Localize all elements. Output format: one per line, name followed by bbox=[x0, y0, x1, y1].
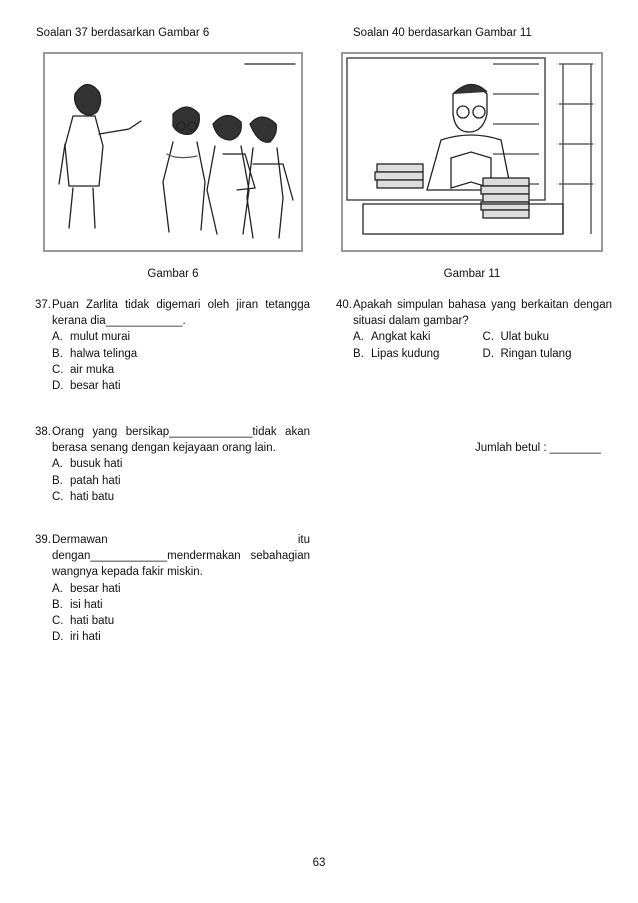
question-text: Dermawan itu dengan____________mendermakan sebahagian wangnya kepada fakir miskin. bbox=[52, 534, 310, 579]
question-text: Orang yang bersikap_____________tidak akan berasa senang dengan kejayaan orang lain. bbox=[52, 426, 310, 455]
question-38 bbox=[35, 424, 310, 505]
options-row-2 bbox=[353, 346, 612, 362]
question-text: Apakah simpulan bahasa yang berkaitan dengan situasi dalam gambar? bbox=[353, 299, 612, 328]
option-c[interactable]: C. hati batu bbox=[52, 615, 115, 628]
illustration-gambar-11 bbox=[341, 52, 603, 252]
option-d[interactable]: D. besar hati bbox=[52, 380, 121, 393]
question-number: 39. bbox=[35, 534, 51, 546]
people-walking-sketch bbox=[45, 54, 301, 250]
score-line: Jumlah betul : ________ bbox=[475, 442, 601, 454]
page-number: 63 bbox=[312, 857, 326, 869]
option-a[interactable]: A. besar hati bbox=[52, 582, 121, 595]
illustration-gambar-6 bbox=[43, 52, 303, 252]
header-right: Soalan 40 berdasarkan Gambar 11 bbox=[353, 27, 532, 39]
caption-gambar-6: Gambar 6 bbox=[147, 268, 199, 280]
header-left: Soalan 37 berdasarkan Gambar 6 bbox=[36, 27, 210, 39]
caption-gambar-11: Gambar 11 bbox=[443, 268, 501, 280]
option-a[interactable]: A. mulut murai bbox=[52, 331, 131, 344]
option-a[interactable]: A. busuk hati bbox=[52, 458, 123, 471]
option-c[interactable]: C. air muka bbox=[52, 363, 115, 376]
option-c[interactable]: C. hati batu bbox=[52, 490, 115, 503]
question-number: 38. bbox=[35, 426, 51, 438]
question-number: 40. bbox=[336, 299, 352, 311]
man-reading-books-sketch bbox=[343, 54, 601, 250]
option-b[interactable]: B. halwa telinga bbox=[52, 347, 138, 360]
option-d[interactable]: D. iri hati bbox=[52, 631, 101, 644]
question-text: Puan Zarlita tidak digemari oleh jiran tetangga kerana dia____________. bbox=[52, 299, 310, 328]
option-c[interactable]: C. Ulat buku bbox=[482, 331, 550, 344]
question-40 bbox=[336, 297, 612, 362]
option-d[interactable]: D. Ringan tulang bbox=[482, 347, 572, 360]
question-37 bbox=[35, 297, 310, 394]
option-b[interactable]: B. Lipas kudung bbox=[353, 347, 440, 360]
option-a[interactable]: A. Angkat kaki bbox=[353, 331, 431, 344]
options-row-1 bbox=[353, 329, 612, 345]
question-39 bbox=[35, 532, 310, 645]
option-b[interactable]: B. isi hati bbox=[52, 598, 103, 611]
question-number: 37. bbox=[35, 299, 51, 311]
option-b[interactable]: B. patah hati bbox=[52, 474, 121, 487]
